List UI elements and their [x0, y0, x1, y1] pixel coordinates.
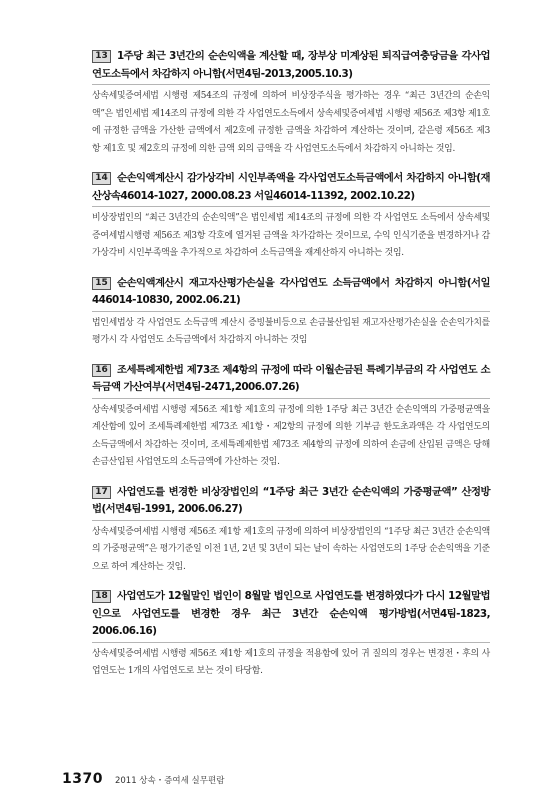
ruling-heading	[92, 484, 490, 521]
page-number: 1370	[62, 771, 103, 787]
ruling-heading	[92, 275, 490, 312]
ruling-heading	[92, 48, 490, 85]
ruling-entry	[92, 48, 490, 158]
ruling-title: 조세특례제한법 제73조 제4항의 규정에 따라 이월손금된 특례기부금의 각 사업연도 소득금액 가산여부(서면4팀-2471,2006.07.26)	[92, 363, 490, 393]
ruling-number-badge: 15	[92, 277, 111, 290]
ruling-number-badge: 17	[92, 486, 111, 499]
ruling-number-badge: 13	[92, 50, 111, 63]
ruling-heading	[92, 362, 490, 399]
ruling-title: 사업연도가 12월말인 법인이 8월말 법인으로 사업연도를 변경하였다가 다시 12월말법인으로 사업연도를 변경한 경우 최근 3년간 순손익액 평가방법(서면4팀-1823, 2006.06.16)	[92, 590, 490, 637]
ruling-title: 순손익액계산시 감가상각비 시인부족액을 각사업연도소득금액에서 차감하지 아니함(재산상속46014-1027, 2000.08.23 서일46014-11392, 2002.10.22)	[92, 172, 490, 202]
ruling-number-badge: 18	[92, 590, 111, 603]
ruling-title: 사업연도를 변경한 비상장법인의 “1주당 최근 3년간 순손익액의 가중평균액” 산정방법(서면4팀-1991, 2006.06.27)	[92, 485, 490, 515]
ruling-number-badge: 14	[92, 172, 111, 185]
ruling-title: 순손익액계산시 재고자산평가손실을 각사업연도 소득금액에서 차감하지 아니함(서일446014-10830, 2002.06.21)	[92, 276, 490, 306]
ruling-entry	[92, 362, 490, 472]
ruling-entry	[92, 588, 490, 681]
ruling-body: 상속세및증여세법 시행령 제56조 제1항 제1호의 규정을 적용함에 있어 귀 질의의 경우는 변경전・후의 사업연도는 1개의 사업연도로 보는 것이 타당함.	[92, 648, 490, 676]
ruling-body: 법인세법상 각 사업연도 소득금액 계산시 증빙불비등으로 손금불산입된 재고자산평가손실을 순손익가치를 평가시 각 사업연도 소득금액에서 차감하지 아니하는 것임	[92, 317, 490, 345]
ruling-heading	[92, 170, 490, 207]
ruling-body: 상속세및증여세법 시행령 제54조의 규정에 의하여 비상장주식을 평가하는 경우 “최근 3년간의 순손익액”은 법인세법 제14조의 규정에 의한 각 사업연도소득에서 상속세및증여세법 시행령 제56조 제3항 제1호에 규정한 금액을 가산한 금액에서 제2호에 규정한 금액을 차감하여 계산하는 것이며, 같은령 제56조 제3항 제1호 및 제2호의 규정에 의한 금액 외의 금액을 각 사업연도소득에서 차감하지 아니하는 것임.	[92, 91, 490, 154]
ruling-heading	[92, 588, 490, 643]
ruling-body: 상속세및증여세법 시행령 제56조 제1항 제1호의 규정에 의하여 비상장법인의 “1주당 최근 3년간 순손익액의 가중평균액”은 평가기준일 이전 1년, 2년 및 3년이 되는 날이 속하는 사업연도의 1주당 순손익액을 기준으로 하여 계산하는 것임.	[92, 526, 490, 572]
ruling-number-badge: 16	[92, 364, 111, 377]
ruling-title: 1주당 최근 3년간의 순손익액을 계산할 때, 장부상 미계상된 퇴직급여충당금을 각사업연도소득에서 차감하지 아니함(서면4팀-2013,2005.10.3)	[92, 50, 490, 80]
page-footer	[62, 768, 492, 787]
ruling-entry	[92, 484, 490, 577]
ruling-body: 상속세및증여세법 시행령 제56조 제1항 제1호의 규정에 의한 1주당 최근 3년간 순손익액의 가중평균액을 계산함에 있어 조세특례제한법 제73조 제1항・제2항의 규정에 의한 기부금 한도초과액은 각 사업연도의 소득금액에서 차감하는 것이며, 조세특례제한법 제73조 제4항의 규정에 의하여 손금에 산입된 금액은 당해 손금산입된 사업연도의 소득금액에 가산하는 것임.	[92, 404, 490, 467]
ruling-entry	[92, 275, 490, 350]
ruling-entry	[92, 170, 490, 263]
book-title: 2011 상속・증여세 실무편람	[114, 776, 225, 786]
ruling-body: 비상장법인의 “최근 3년간의 순손익액”은 법인세법 제14조의 규정에 의한 각 사업연도 소득에서 상속세및증여세법시행령 제56조 제3항 각호에 열거된 금액을 차가감하는 것이므로, 수익 인식기준을 변경하거나 감가상각비 시인부족액을 추가적으로 차감하여 소득금액을 재계산하지 아니하는 것임.	[92, 213, 490, 258]
main-content	[92, 48, 490, 693]
